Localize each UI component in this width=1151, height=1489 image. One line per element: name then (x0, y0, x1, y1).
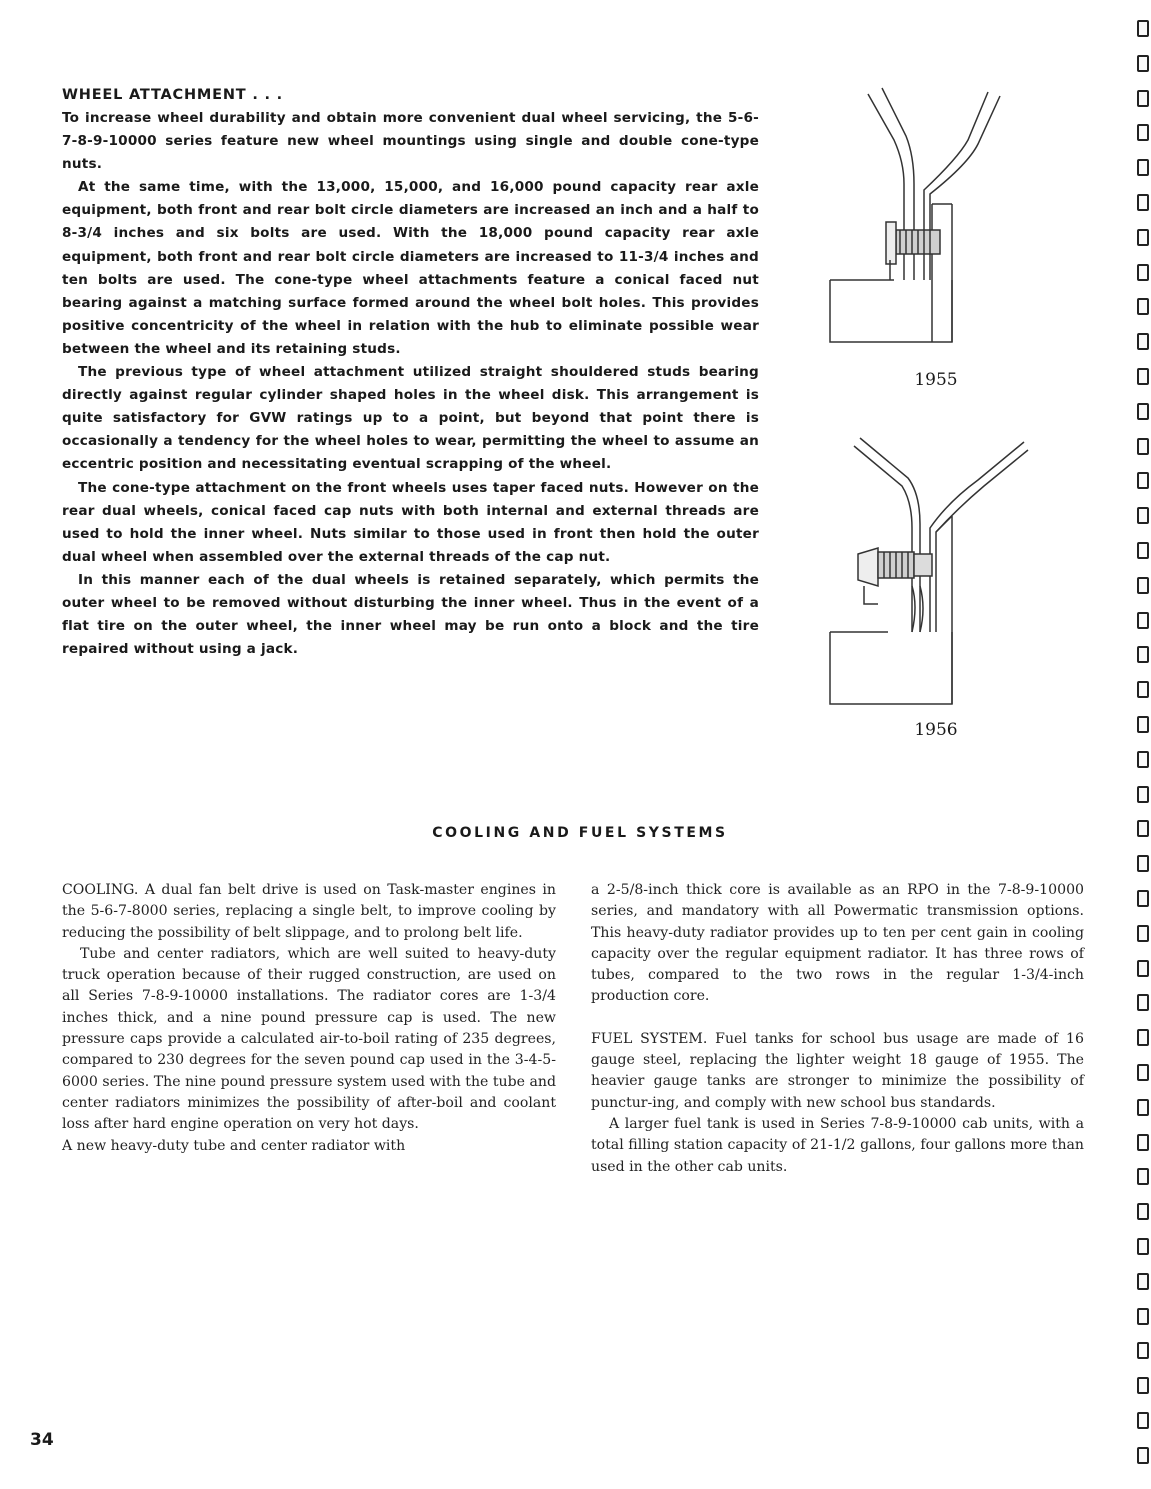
wheel-attachment-section (62, 84, 759, 661)
binding-ring (1137, 1273, 1149, 1290)
binding-ring (1137, 1377, 1149, 1394)
binding-ring (1137, 542, 1149, 559)
binding-ring (1137, 681, 1149, 698)
binding-ring (1137, 333, 1149, 350)
binding-ring (1137, 194, 1149, 211)
text-column-right (591, 880, 1084, 1178)
binding-ring (1137, 890, 1149, 907)
wheel-attachment-paragraph-3: The previous type of wheel attachment utilized straight shouldered studs bearing directly against regular cylinder shaped holes in the wheel disk. This arrangement is quite satisfactory for GVW ratings up to a point, but beyond that point there is occasionally a tendency for the wheel holes to wear, permitting the wheel to assume an eccentric position and necessitating eventual scrapping of the wheel. (62, 364, 759, 473)
binding-ring (1137, 264, 1149, 281)
binding-ring (1137, 438, 1149, 455)
binding-ring (1137, 1099, 1149, 1116)
caption-1955: 1955 (914, 370, 958, 390)
wheel-attachment-heading: WHEEL ATTACHMENT . . . (62, 87, 283, 103)
binding-ring (1137, 786, 1149, 803)
binding-ring (1137, 90, 1149, 107)
wheel-mount-1956-illustration (828, 436, 1048, 712)
binding-ring (1137, 577, 1149, 594)
fuel-system-paragraph-2: A larger fuel tank is used in Series 7-8-9-10000 cab units, with a total filling station capacity of 21-1/2 gallons, four gallons more than used in the other cab units. (591, 1115, 1084, 1175)
binding-ring (1137, 298, 1149, 315)
wheel-attachment-paragraph-5: In this manner each of the dual wheels is retained separately, which permits the outer wheel to be removed without disturbing the inner wheel. Thus in the event of a flat tire on the outer wheel, the inner wheel may be run onto a block and the tire repaired without using a jack. (62, 571, 759, 658)
binding-ring (1137, 646, 1149, 663)
wheel-attachment-paragraph-2: At the same time, with the 13,000, 15,000, and 16,000 pound capacity rear axle equipment, both front and rear bolt circle diameters are increased an inch and a half to 8-3/4 inches and six bolts are used. With the 18,000 pound capacity rear axle equipment, both front and rear bolt circle diameters are increased to 11-3/4 inches and ten bolts are used. The cone-type wheel attachments feature a conical faced nut bearing against a matching surface formed around the wheel bolt holes. This provides positive concentricity of the wheel in relation with the hub to eliminate possible wear between the wheel and its retaining studs. (62, 179, 759, 357)
binding-ring (1137, 507, 1149, 524)
binding-ring (1137, 960, 1149, 977)
binding-ring (1137, 229, 1149, 246)
cooling-paragraph-continued: a 2-5/8-inch thick core is available as an RPO in the 7-8-9-10000 series, and mandatory with all Powermatic transmission options. This heavy-duty radiator provides up to ten per cent gain in cooling capacity over the regular equipment radiator. It has three rows of tubes, compared to the two rows in the regular 1-3/4-inch production core. (591, 882, 1084, 1005)
binding-ring (1137, 994, 1149, 1011)
binding-ring (1137, 1412, 1149, 1429)
binding-ring (1137, 1029, 1149, 1046)
binding-ring (1137, 1342, 1149, 1359)
binding-ring (1137, 925, 1149, 942)
fuel-system-paragraph-1: FUEL SYSTEM. Fuel tanks for school bus usage are made of 16 gauge steel, replacing the lighter weight 18 gauge of 1955. The heavier gauge tanks are stronger to minimize the possibility of punctur-ing, and comply with new school bus standards. (591, 1030, 1084, 1111)
cooling-fuel-heading: COOLING AND FUEL SYSTEMS (432, 825, 728, 841)
binding-ring (1137, 855, 1149, 872)
binding-ring (1137, 1134, 1149, 1151)
binding-ring (1137, 1238, 1149, 1255)
cooling-paragraph-2: Tube and center radiators, which are well suited to heavy-duty truck operation because of their rugged construction, are used on all Series 7-8-9-10000 installations. The radiator cores are 1-3/4 inches thick, and a nine pound pressure cap is used. The new pressure caps provide a calculated air-to-boil rating of 235 degrees, compared to 230 degrees for the seven pound cap used in the 3-4-5-6000 series. The nine pound pressure system used with the tube and center radiators minimizes the possibility of after-boil and coolant loss after hard engine operation on very hot days. (62, 945, 556, 1133)
binding-ring (1137, 159, 1149, 176)
binding-ring (1137, 1447, 1149, 1464)
binding-ring (1137, 751, 1149, 768)
cooling-paragraph-3: A new heavy-duty tube and center radiator with (62, 1137, 406, 1154)
caption-1956: 1956 (914, 720, 958, 740)
cooling-paragraph-1: COOLING. A dual fan belt drive is used on Task-master engines in the 5-6-7-8000 series, replacing a single belt, to improve cooling by reducing the possibility of belt slippage, and to prolong belt life. (62, 882, 556, 941)
binding-ring (1137, 716, 1149, 733)
binding-ring (1137, 1203, 1149, 1220)
binding-ring (1137, 612, 1149, 629)
wheel-mount-1955-illustration (828, 84, 1048, 346)
binding-ring (1137, 368, 1149, 385)
binding-ring (1137, 1168, 1149, 1185)
binding-ring (1137, 55, 1149, 72)
page-number: 34 (30, 1430, 54, 1450)
binding-ring (1137, 20, 1149, 37)
binding-ring (1137, 1064, 1149, 1081)
binding-ring (1137, 1308, 1149, 1325)
binding-ring (1137, 472, 1149, 489)
spiral-binding (1132, 0, 1151, 1489)
wheel-attachment-paragraph-1: To increase wheel durability and obtain more convenient dual wheel servicing, the 5-6-7-8-9-10000 series feature new wheel mountings using single and double cone-type nuts. (62, 110, 759, 173)
binding-ring (1137, 124, 1149, 141)
text-column-left (62, 880, 556, 1157)
wheel-attachment-paragraph-4: The cone-type attachment on the front wheels uses taper faced nuts. However on the rear dual wheels, conical faced cap nuts with both internal and external threads are used to hold the inner wheel. Nuts similar to those used in front then hold the outer dual wheel when assembled over the external threads of the cap nut. (62, 479, 759, 565)
binding-ring (1137, 820, 1149, 837)
binding-ring (1137, 403, 1149, 420)
